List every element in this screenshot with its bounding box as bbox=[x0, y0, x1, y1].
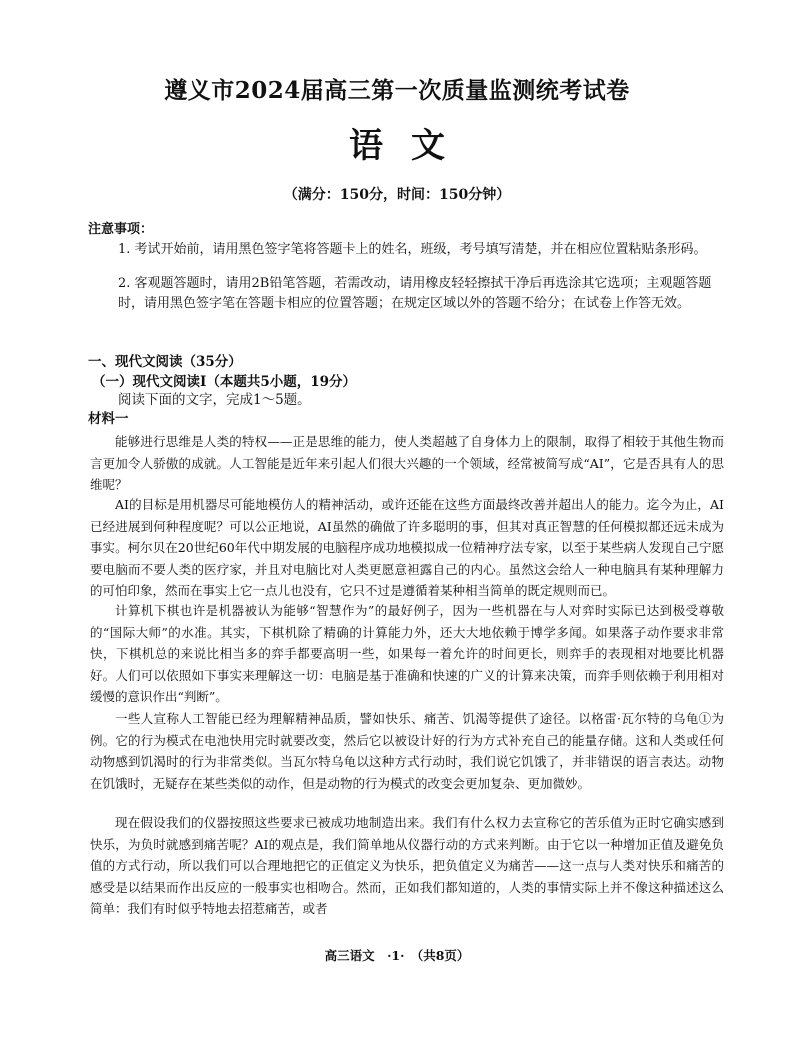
notice-item: 1. 考试开始前，请用黑色签字笔将答题卡上的姓名，班级，考号填写清楚，并在相应位置粘贴条形码。 bbox=[118, 242, 707, 257]
body-paragraph: AI的目标是用机器尽可能地模仿人的精神活动，或许还能在这些方面最终改善并超出人的能力。迄今为止，AI已经进展到何种程度呢？可以公正地说，AI虽然的确做了许多聪明的事，但其对真正智慧的任何模拟都还远未成为事实。柯尔贝在20世纪60年代中期发展的电脑程序成功地模拟成一位精神疗法专家，以至于某些病人发现自己宁愿要电脑而不要人类的医疗家，并且对电脑比对人类更愿意袒露自己的内心。虽然这会给人一种电脑具有某种理解力的可怕印象，然而在事实上它一点儿也没有，它只不过是遵循着某种相当简单的既定规则而已。 bbox=[90, 497, 724, 598]
subject-title: 语文 bbox=[349, 126, 473, 166]
section-heading: 一、现代文阅读（35分） bbox=[88, 354, 242, 370]
exam-title: 遵义市2024届高三第一次质量监测统考试卷 bbox=[164, 77, 630, 104]
notice-item: 2. 客观题答题时，请用2B铅笔答题，若需改动，请用橡皮轻轻擦拭干净后再选涂其它选项；主观题答题时，请用黑色签字笔在答题卡相应的位置答题；在规定区域以外的答题不给分；在试卷上作答无效。 bbox=[118, 276, 712, 311]
notice-heading: 注意事项： bbox=[88, 222, 154, 237]
body-paragraph: 一些人宣称人工智能已经为理解精神品质，譬如快乐、痛苦、饥渴等提供了途径。以格雷·瓦尔特的乌龟①为例。它的行为模式在电池快用完时就要改变，然后它以被设计好的行为方式补充自己的能量存储。这和人类或任何动物感到饥渴时的行为非常类似。当瓦尔特乌龟以这种方式行动时，我们说它饥饿了，并非错误的语言表达。动物在饥饿时，无疑存在某些类似的动作，但是动物的行为模式的改变会更加复杂、更加微妙。 bbox=[90, 711, 724, 791]
reading-instruction: 阅读下面的文字，完成1～5题。 bbox=[118, 392, 311, 408]
body-paragraph: 计算机下棋也许是机器被认为能够“智慧作为”的最好例子，因为一些机器在与人对弈时实际已达到极受尊敬的“国际大师”的水准。其实，下棋机除了精确的计算能力外，还大大地依赖于博学多闻。如果落子动作要求非常快，下棋机总的来说比相当多的弈手都要高明一些，如果每一着允许的时间更长，则弈手的表现相对地要比机器好。人们可以依照如下事实来理解这一切：电脑是基于准确和快速的广义的计算来决策，而弈手则依赖于利用相对缓慢的意识作出“判断”。 bbox=[90, 603, 724, 704]
subsection-heading: （一）现代文阅读Ⅰ（本题共5小题，19分） bbox=[92, 374, 356, 390]
body-paragraph: 现在假设我们的仪器按照这些要求已被成功地制造出来。我们有什么权力去宣称它的苦乐值为正时它确实感到快乐，为负时就感到痛苦呢？AI的观点是，我们简单地从仪器行动的方式来判断。由于它以一种增加正值及避免负值的方式行动，所以我们可以合理地把它的正值定义为快乐，把负值定义为痛苦——这一点与人类对快乐和痛苦的感受是以结果而作出反应的一般事实也相吻合。然而，正如我们都知道的，人类的事情实际上并不像这种描述这么简单：我们有时似乎特地去招惹痛苦，或者 bbox=[90, 815, 724, 916]
body-paragraph: 能够进行思维是人类的特权——正是思维的能力，使人类超越了自身体力上的限制，取得了相较于其他生物而言更加令人骄傲的成就。人工智能是近年来引起人们很大兴趣的一个领域，经常被简写成“AI”，它是否具有人的思维呢？ bbox=[90, 434, 724, 492]
page-footer: 高三语文 ·1· （共8页） bbox=[324, 948, 470, 963]
material-label: 材料一 bbox=[88, 411, 129, 427]
score-time-info: （满分：150分，时间：150分钟） bbox=[283, 187, 511, 203]
